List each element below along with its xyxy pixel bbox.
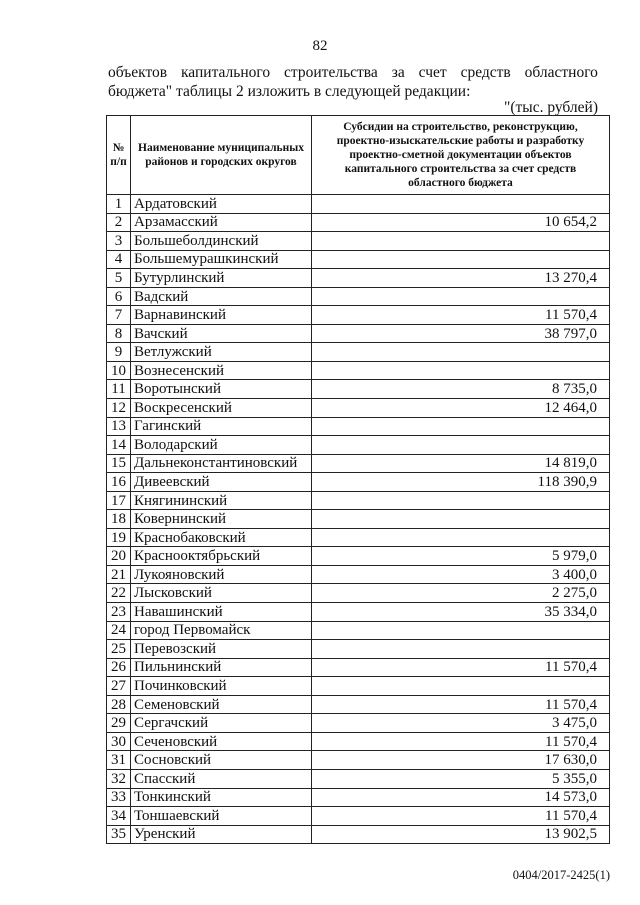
row-value: 11 570,4	[312, 732, 610, 751]
table-row	[107, 473, 610, 492]
row-value: 3 475,0	[312, 714, 610, 733]
intro-word: объектов	[108, 64, 168, 81]
row-number: 11	[107, 380, 131, 399]
table-row	[107, 417, 610, 436]
row-name: Воскресенский	[131, 399, 312, 418]
row-number: 33	[107, 788, 131, 807]
row-value	[312, 287, 610, 306]
row-value	[312, 436, 610, 455]
row-value	[312, 250, 610, 269]
row-name: Княгининский	[131, 491, 312, 510]
table-row	[107, 306, 610, 325]
row-value: 12 464,0	[312, 399, 610, 418]
row-name: Сосновский	[131, 751, 312, 770]
row-number: 15	[107, 454, 131, 473]
row-value: 35 334,0	[312, 603, 610, 622]
row-number: 16	[107, 473, 131, 492]
row-name: Навашинский	[131, 603, 312, 622]
intro-word: областного	[524, 64, 598, 81]
table-row	[107, 695, 610, 714]
table-row	[107, 732, 610, 751]
row-name: Лысковский	[131, 584, 312, 603]
row-name: Варнавинский	[131, 306, 312, 325]
row-number: 32	[107, 769, 131, 788]
row-name: Семеновский	[131, 695, 312, 714]
row-number: 22	[107, 584, 131, 603]
page-number: 82	[312, 38, 328, 54]
table-row	[107, 454, 610, 473]
table-row	[107, 640, 610, 659]
row-number: 9	[107, 343, 131, 362]
row-number: 18	[107, 510, 131, 529]
row-number: 6	[107, 287, 131, 306]
row-number: 35	[107, 825, 131, 844]
header-name: Наименование муниципальных районов и городских округов	[131, 116, 312, 195]
row-number: 30	[107, 732, 131, 751]
row-value	[312, 343, 610, 362]
table-row	[107, 232, 610, 251]
row-name: Тоншаевский	[131, 807, 312, 826]
table-row	[107, 436, 610, 455]
row-name: Перевозский	[131, 640, 312, 659]
row-name: Дивеевский	[131, 473, 312, 492]
row-name: Уренский	[131, 825, 312, 844]
row-number: 13	[107, 417, 131, 436]
row-value: 14 819,0	[312, 454, 610, 473]
table-row	[107, 751, 610, 770]
row-number: 23	[107, 603, 131, 622]
row-name: Сергачский	[131, 714, 312, 733]
row-value: 5 979,0	[312, 547, 610, 566]
row-name: Пильнинский	[131, 658, 312, 677]
row-number: 24	[107, 621, 131, 640]
row-number: 7	[107, 306, 131, 325]
row-value	[312, 417, 610, 436]
table-header-row	[107, 116, 610, 195]
table-row	[107, 380, 610, 399]
intro-line-1	[108, 63, 598, 82]
row-number: 17	[107, 491, 131, 510]
row-value: 11 570,4	[312, 695, 610, 714]
row-value: 13 270,4	[312, 269, 610, 288]
table-row	[107, 491, 610, 510]
row-name: Спасский	[131, 769, 312, 788]
table-row	[107, 528, 610, 547]
document-code: 0404/2017-2425(1)	[512, 868, 610, 882]
header-number: № п/п	[107, 116, 131, 195]
table-row	[107, 324, 610, 343]
row-number: 10	[107, 361, 131, 380]
row-value: 17 630,0	[312, 751, 610, 770]
intro-word: средств	[460, 64, 511, 81]
row-name: Большеболдинский	[131, 232, 312, 251]
table-row	[107, 287, 610, 306]
row-name: Арзамасский	[131, 213, 312, 232]
row-value	[312, 195, 610, 214]
row-name: Воротынский	[131, 380, 312, 399]
row-number: 12	[107, 399, 131, 418]
subsidy-table	[106, 115, 610, 844]
table-body	[107, 195, 610, 844]
row-name: Вачский	[131, 324, 312, 343]
row-number: 3	[107, 232, 131, 251]
table-row	[107, 807, 610, 826]
table-row	[107, 510, 610, 529]
intro-word: за	[391, 64, 405, 81]
table-row	[107, 565, 610, 584]
row-value: 5 355,0	[312, 769, 610, 788]
row-value	[312, 232, 610, 251]
row-value	[312, 491, 610, 510]
row-name: Дальнеконстантиновский	[131, 454, 312, 473]
row-value: 11 570,4	[312, 658, 610, 677]
row-name: Гагинский	[131, 417, 312, 436]
row-number: 25	[107, 640, 131, 659]
table-row	[107, 547, 610, 566]
row-value: 13 902,5	[312, 825, 610, 844]
row-name: Краснооктябрьский	[131, 547, 312, 566]
row-number: 26	[107, 658, 131, 677]
row-name: Бутурлинский	[131, 269, 312, 288]
row-number: 14	[107, 436, 131, 455]
header-subsidy: Субсидии на строительство, реконструкцию, проектно-изыскательские работы и разработку проектно-сметной документации объектов капитального строительства за счет средств областного бюджета	[312, 116, 610, 195]
intro-line-2: бюджета" таблицы 2 изложить в следующей редакции:	[108, 83, 471, 100]
row-value: 118 390,9	[312, 473, 610, 492]
row-name: Краснобаковский	[131, 528, 312, 547]
row-value	[312, 621, 610, 640]
table-row	[107, 399, 610, 418]
intro-word: строительства	[284, 64, 378, 81]
row-value	[312, 361, 610, 380]
intro-word: счет	[418, 64, 447, 81]
row-name: Вознесенский	[131, 361, 312, 380]
row-value: 2 275,0	[312, 584, 610, 603]
row-value	[312, 677, 610, 696]
table-row	[107, 788, 610, 807]
intro-paragraph	[108, 63, 598, 101]
row-name: Володарский	[131, 436, 312, 455]
row-value	[312, 510, 610, 529]
table-row	[107, 825, 610, 844]
table-row	[107, 621, 610, 640]
row-value: 10 654,2	[312, 213, 610, 232]
table-row	[107, 584, 610, 603]
row-number: 2	[107, 213, 131, 232]
row-name: Большемурашкинский	[131, 250, 312, 269]
table-row	[107, 677, 610, 696]
row-number: 21	[107, 565, 131, 584]
row-name: Лукояновский	[131, 565, 312, 584]
row-name: город Первомайск	[131, 621, 312, 640]
row-number: 5	[107, 269, 131, 288]
row-value	[312, 528, 610, 547]
row-value: 11 570,4	[312, 306, 610, 325]
row-number: 34	[107, 807, 131, 826]
row-number: 20	[107, 547, 131, 566]
unit-note: "(тыс. рублей)	[504, 99, 598, 116]
table-row	[107, 343, 610, 362]
row-name: Тонкинский	[131, 788, 312, 807]
table-row	[107, 213, 610, 232]
table-row	[107, 714, 610, 733]
row-number: 27	[107, 677, 131, 696]
row-name: Вадский	[131, 287, 312, 306]
row-number: 19	[107, 528, 131, 547]
row-number: 28	[107, 695, 131, 714]
row-name: Починковский	[131, 677, 312, 696]
table-row	[107, 250, 610, 269]
row-number: 1	[107, 195, 131, 214]
row-name: Сеченовский	[131, 732, 312, 751]
table-row	[107, 658, 610, 677]
table-row	[107, 195, 610, 214]
row-name: Ковернинский	[131, 510, 312, 529]
row-number: 31	[107, 751, 131, 770]
row-value: 3 400,0	[312, 565, 610, 584]
row-number: 4	[107, 250, 131, 269]
row-value: 8 735,0	[312, 380, 610, 399]
table-row	[107, 769, 610, 788]
row-name: Ветлужский	[131, 343, 312, 362]
row-number: 29	[107, 714, 131, 733]
row-value: 11 570,4	[312, 807, 610, 826]
table-row	[107, 361, 610, 380]
row-value	[312, 640, 610, 659]
table-row	[107, 269, 610, 288]
row-name: Ардатовский	[131, 195, 312, 214]
intro-word: капитального	[181, 64, 271, 81]
row-value: 38 797,0	[312, 324, 610, 343]
row-value: 14 573,0	[312, 788, 610, 807]
table-row	[107, 603, 610, 622]
row-number: 8	[107, 324, 131, 343]
